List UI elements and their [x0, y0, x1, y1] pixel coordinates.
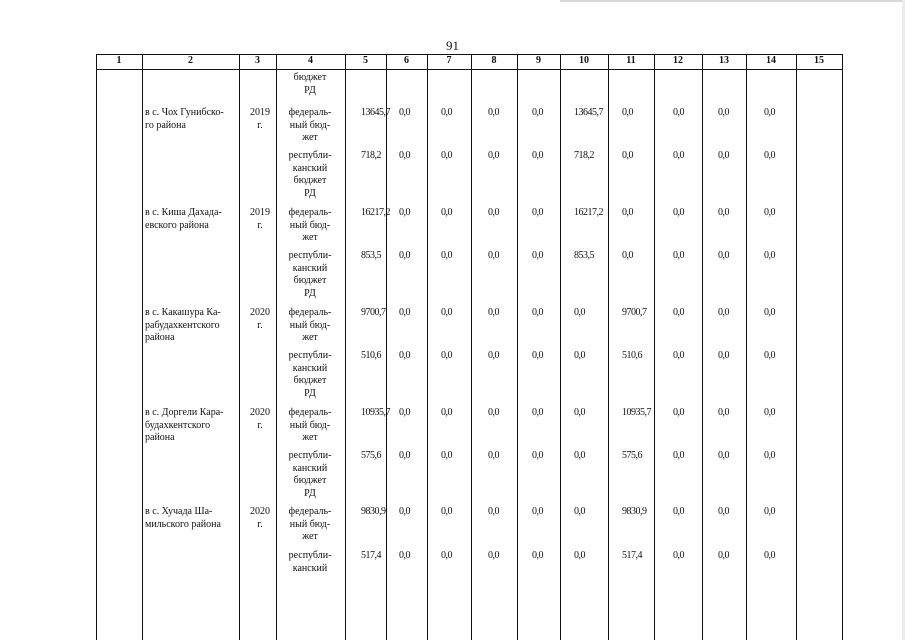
- column-header-11: 11: [626, 55, 636, 66]
- column-header-6: 6: [404, 55, 409, 66]
- amount-value: 0,0: [574, 450, 585, 461]
- amount-value: 0,0: [399, 250, 410, 261]
- year-cell: 2020 г.: [250, 307, 270, 331]
- amount-value: 0,0: [488, 506, 499, 517]
- amount-value: 13645,7: [361, 107, 390, 118]
- amount-value: 0,0: [441, 150, 452, 161]
- amount-value: 0,0: [718, 450, 729, 461]
- budget-source: республи- канский бюджет РД: [288, 150, 332, 199]
- amount-value: 9830,9: [622, 506, 647, 517]
- budget-source: федераль- ный бюд- жет: [288, 307, 332, 343]
- column-header-10: 10: [579, 55, 589, 66]
- budget-source: федераль- ный бюд- жет: [288, 107, 332, 143]
- amount-value: 0,0: [532, 506, 543, 517]
- column-divider: [345, 54, 346, 640]
- amount-value: 0,0: [718, 350, 729, 361]
- amount-value: 0,0: [764, 506, 775, 517]
- amount-value: 0,0: [673, 550, 684, 561]
- amount-value: 0,0: [673, 407, 684, 418]
- amount-value: 0,0: [532, 150, 543, 161]
- budget-source: федераль- ный бюд- жет: [288, 207, 332, 243]
- amount-value: 9830,9: [361, 506, 386, 517]
- settlement-name: в с. Доргели Кара- будахкентского района: [145, 407, 224, 443]
- amount-value: 0,0: [532, 207, 543, 218]
- amount-value: 16217,2: [574, 207, 603, 218]
- year-cell: 2019 г.: [250, 207, 270, 231]
- amount-value: 0,0: [488, 150, 499, 161]
- column-divider: [608, 54, 609, 640]
- amount-value: 0,0: [718, 107, 729, 118]
- column-divider: [239, 54, 240, 640]
- year-cell: 2020 г.: [250, 506, 270, 530]
- amount-value: 0,0: [718, 207, 729, 218]
- amount-value: 718,2: [361, 150, 381, 161]
- amount-value: 0,0: [441, 207, 452, 218]
- amount-value: 0,0: [718, 307, 729, 318]
- amount-value: 718,2: [574, 150, 594, 161]
- amount-value: 853,5: [361, 250, 381, 261]
- amount-value: 0,0: [532, 107, 543, 118]
- column-divider: [386, 54, 387, 640]
- column-header-15: 15: [814, 55, 824, 66]
- amount-value: 0,0: [718, 506, 729, 517]
- amount-value: 0,0: [532, 450, 543, 461]
- amount-value: 0,0: [399, 550, 410, 561]
- amount-value: 517,4: [622, 550, 642, 561]
- amount-value: 0,0: [399, 350, 410, 361]
- amount-value: 0,0: [532, 307, 543, 318]
- scan-artifact-top: [560, 0, 905, 2]
- amount-value: 517,4: [361, 550, 381, 561]
- amount-value: 0,0: [441, 307, 452, 318]
- amount-value: 0,0: [673, 107, 684, 118]
- budget-source: республи- канский бюджет РД: [288, 450, 332, 499]
- amount-value: 0,0: [622, 150, 633, 161]
- amount-value: 0,0: [764, 307, 775, 318]
- amount-value: 0,0: [764, 550, 775, 561]
- amount-value: 0,0: [574, 506, 585, 517]
- column-header-7: 7: [446, 55, 452, 66]
- budget-source: федераль- ный бюд- жет: [288, 506, 332, 542]
- amount-value: 0,0: [673, 250, 684, 261]
- amount-value: 0,0: [488, 350, 499, 361]
- amount-value: 0,0: [532, 250, 543, 261]
- settlement-name: в с. Хучада Ша- мильского района: [145, 506, 221, 530]
- amount-value: 0,0: [488, 550, 499, 561]
- amount-value: 0,0: [399, 150, 410, 161]
- amount-value: 0,0: [532, 407, 543, 418]
- amount-value: 0,0: [441, 506, 452, 517]
- column-header-9: 9: [536, 55, 541, 66]
- year-cell: 2019 г.: [250, 107, 270, 131]
- amount-value: 0,0: [718, 250, 729, 261]
- amount-value: 0,0: [764, 107, 775, 118]
- amount-value: 0,0: [574, 407, 585, 418]
- year-cell: 2020 г.: [250, 407, 270, 431]
- amount-value: 9700,7: [361, 307, 386, 318]
- amount-value: 0,0: [399, 450, 410, 461]
- column-divider: [96, 54, 97, 640]
- amount-value: 0,0: [673, 350, 684, 361]
- amount-value: 0,0: [441, 550, 452, 561]
- column-divider: [471, 54, 472, 640]
- amount-value: 0,0: [764, 350, 775, 361]
- amount-value: 16217,2: [361, 207, 390, 218]
- amount-value: 0,0: [399, 207, 410, 218]
- settlement-name: в с. Киша Дахада- евского района: [145, 207, 222, 231]
- column-divider: [560, 54, 561, 640]
- amount-value: 0,0: [488, 407, 499, 418]
- amount-value: 0,0: [488, 107, 499, 118]
- column-divider: [842, 54, 843, 640]
- amount-value: 0,0: [532, 350, 543, 361]
- column-header-13: 13: [719, 55, 729, 66]
- amount-value: 0,0: [622, 250, 633, 261]
- column-divider: [746, 54, 747, 640]
- settlement-name: в с. Какашура Ка- рабудахкентского района: [145, 307, 221, 343]
- budget-source: республи- канский бюджет РД: [288, 250, 332, 299]
- amount-value: 0,0: [441, 450, 452, 461]
- amount-value: 0,0: [488, 450, 499, 461]
- column-header-5: 5: [363, 55, 368, 66]
- amount-value: 575,6: [361, 450, 381, 461]
- column-header-3: 3: [255, 55, 260, 66]
- amount-value: 10935,7: [361, 407, 390, 418]
- amount-value: 0,0: [673, 207, 684, 218]
- amount-value: 0,0: [764, 450, 775, 461]
- amount-value: 0,0: [399, 506, 410, 517]
- amount-value: 9700,7: [622, 307, 647, 318]
- column-header-2: 2: [188, 55, 193, 66]
- header-rule: [96, 69, 842, 70]
- column-header-14: 14: [766, 55, 776, 66]
- budget-source-continued: бюджет РД: [293, 72, 327, 96]
- amount-value: 0,0: [718, 150, 729, 161]
- amount-value: 0,0: [764, 407, 775, 418]
- amount-value: 0,0: [441, 407, 452, 418]
- amount-value: 0,0: [673, 506, 684, 517]
- column-divider: [702, 54, 703, 640]
- settlement-name: в с. Чох Гунибско- го района: [145, 107, 224, 131]
- amount-value: 10935,7: [622, 407, 651, 418]
- amount-value: 0,0: [574, 350, 585, 361]
- amount-value: 0,0: [399, 307, 410, 318]
- amount-value: 510,6: [361, 350, 381, 361]
- amount-value: 575,6: [622, 450, 642, 461]
- amount-value: 0,0: [673, 150, 684, 161]
- amount-value: 0,0: [532, 550, 543, 561]
- amount-value: 0,0: [574, 307, 585, 318]
- column-divider: [654, 54, 655, 640]
- amount-value: 0,0: [488, 207, 499, 218]
- budget-source: республи- канский: [288, 550, 332, 574]
- amount-value: 0,0: [622, 107, 633, 118]
- amount-value: 0,0: [673, 450, 684, 461]
- column-header-8: 8: [491, 55, 497, 66]
- column-header-1: 1: [116, 55, 122, 66]
- amount-value: 0,0: [399, 407, 410, 418]
- amount-value: 0,0: [622, 207, 633, 218]
- amount-value: 13645,7: [574, 107, 603, 118]
- amount-value: 0,0: [673, 307, 684, 318]
- column-divider: [427, 54, 428, 640]
- amount-value: 0,0: [764, 207, 775, 218]
- page-number: 91: [446, 38, 459, 53]
- column-divider: [517, 54, 518, 640]
- column-divider: [142, 54, 143, 640]
- column-header-4: 4: [308, 55, 313, 66]
- amount-value: 0,0: [764, 250, 775, 261]
- amount-value: 0,0: [574, 550, 585, 561]
- column-header-12: 12: [673, 55, 683, 66]
- amount-value: 0,0: [764, 150, 775, 161]
- amount-value: 853,5: [574, 250, 594, 261]
- amount-value: 510,6: [622, 350, 642, 361]
- budget-source: республи- канский бюджет РД: [288, 350, 332, 399]
- column-divider: [796, 54, 797, 640]
- amount-value: 0,0: [441, 107, 452, 118]
- amount-value: 0,0: [399, 107, 410, 118]
- budget-source: федераль- ный бюд- жет: [288, 407, 332, 443]
- column-divider: [276, 54, 277, 640]
- amount-value: 0,0: [488, 307, 499, 318]
- amount-value: 0,0: [718, 407, 729, 418]
- amount-value: 0,0: [488, 250, 499, 261]
- amount-value: 0,0: [441, 250, 452, 261]
- amount-value: 0,0: [441, 350, 452, 361]
- amount-value: 0,0: [718, 550, 729, 561]
